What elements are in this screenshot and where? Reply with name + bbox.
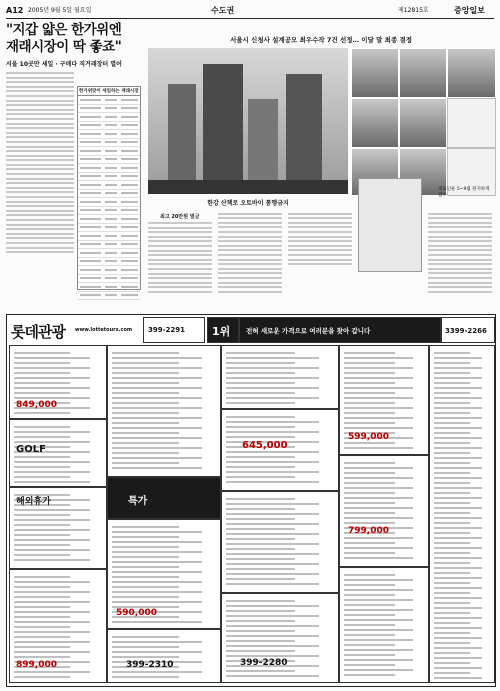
ad-block-14[interactable]	[339, 455, 429, 567]
section-name: 수도권	[211, 6, 235, 15]
price-5: 590,000	[116, 608, 157, 618]
mid-col-3	[288, 210, 352, 268]
lotte-url: www.lottetours.com	[75, 327, 133, 333]
ad-block-13[interactable]	[339, 345, 429, 455]
paper-logo: 중앙일보	[454, 6, 485, 15]
ad-block-9[interactable]	[221, 345, 339, 409]
rank-badge	[207, 317, 239, 343]
price-1: 849,000	[16, 400, 57, 410]
ad-block-11[interactable]	[221, 491, 339, 593]
ad-block-1[interactable]	[9, 345, 107, 419]
mid-articles	[148, 187, 494, 303]
lotte-logo-ad[interactable]	[9, 317, 139, 341]
price-4: 899,000	[16, 660, 57, 670]
ad-block-5[interactable]	[107, 345, 221, 477]
golf-tag: GOLF	[16, 444, 46, 455]
box-article-title: 한강 산책로 오토바이 통행금지	[207, 200, 289, 207]
ad-block-10[interactable]	[221, 409, 339, 491]
issue-number: 제12815호	[398, 7, 429, 14]
photo-feature	[148, 34, 494, 194]
lotte-phone: 399-2291	[148, 326, 185, 334]
right-phone-box[interactable]	[441, 317, 495, 343]
price-3: 599,000	[348, 432, 389, 442]
mid-col-1	[148, 210, 212, 296]
page-header	[6, 4, 494, 19]
ad-block-8[interactable]	[107, 629, 221, 683]
ad-block-12[interactable]	[221, 593, 339, 683]
left-article	[6, 22, 146, 312]
building-photo-grid	[351, 48, 494, 194]
map-figure	[358, 178, 422, 272]
ad-section	[6, 314, 496, 687]
banner-ad[interactable]	[239, 317, 441, 343]
ad-block-7[interactable]	[107, 519, 221, 629]
ad-block-6[interactable]	[107, 477, 221, 519]
article-body-text	[6, 72, 74, 253]
photo-feature-title: 서울시 신청사 설계공모 최우수작 7건 선정… 이달 말 최종 결정	[229, 36, 413, 44]
price-6: 799,000	[348, 526, 389, 536]
market-table-title: 한가위맞이 세일하는 재래시장	[79, 89, 139, 94]
banner-text: 전혀 새로운 가격으로 여러분을 찾아 갑니다	[246, 327, 371, 335]
mid-col-4	[428, 210, 492, 295]
brief-right-head: 경로인운 5~9월 원지하게 접수	[438, 187, 490, 198]
box-article-subtitle: 최고 20만원 벌금	[160, 214, 200, 220]
headline-line-2: 재래시장이 딱 좋죠"	[6, 39, 122, 55]
article-subhead: 서울 10곳만 세일 · 구매다 직거래장터 열어	[6, 61, 122, 68]
lotte-brand: 롯데관광	[11, 323, 65, 341]
right-phone: 3399-2266	[445, 327, 487, 335]
bottom-phone-1: 399-2310	[126, 660, 174, 670]
headline-line-1: "지갑 얇은 한가위엔	[6, 22, 122, 38]
mid-col-2	[218, 210, 282, 295]
page-number: A12	[6, 6, 24, 15]
ad-block-16[interactable]	[429, 345, 495, 683]
ad-block-3[interactable]	[9, 487, 107, 569]
ad-block-4[interactable]	[9, 569, 107, 683]
special-tag: 특가	[128, 496, 148, 507]
price-2: 645,000	[242, 440, 288, 451]
brand-2: 해외휴가	[16, 497, 51, 507]
issue-date: 2005년 9월 5일 월요일	[28, 7, 92, 14]
ad-block-15[interactable]	[339, 567, 429, 683]
building-photo-main	[148, 48, 348, 194]
rank-text: 1위	[212, 325, 231, 338]
bottom-phone-2: 399-2280	[240, 658, 288, 668]
article-headline	[6, 22, 146, 56]
market-table	[77, 86, 141, 290]
lotte-phone-box[interactable]	[143, 317, 205, 343]
ad-block-2[interactable]	[9, 419, 107, 487]
